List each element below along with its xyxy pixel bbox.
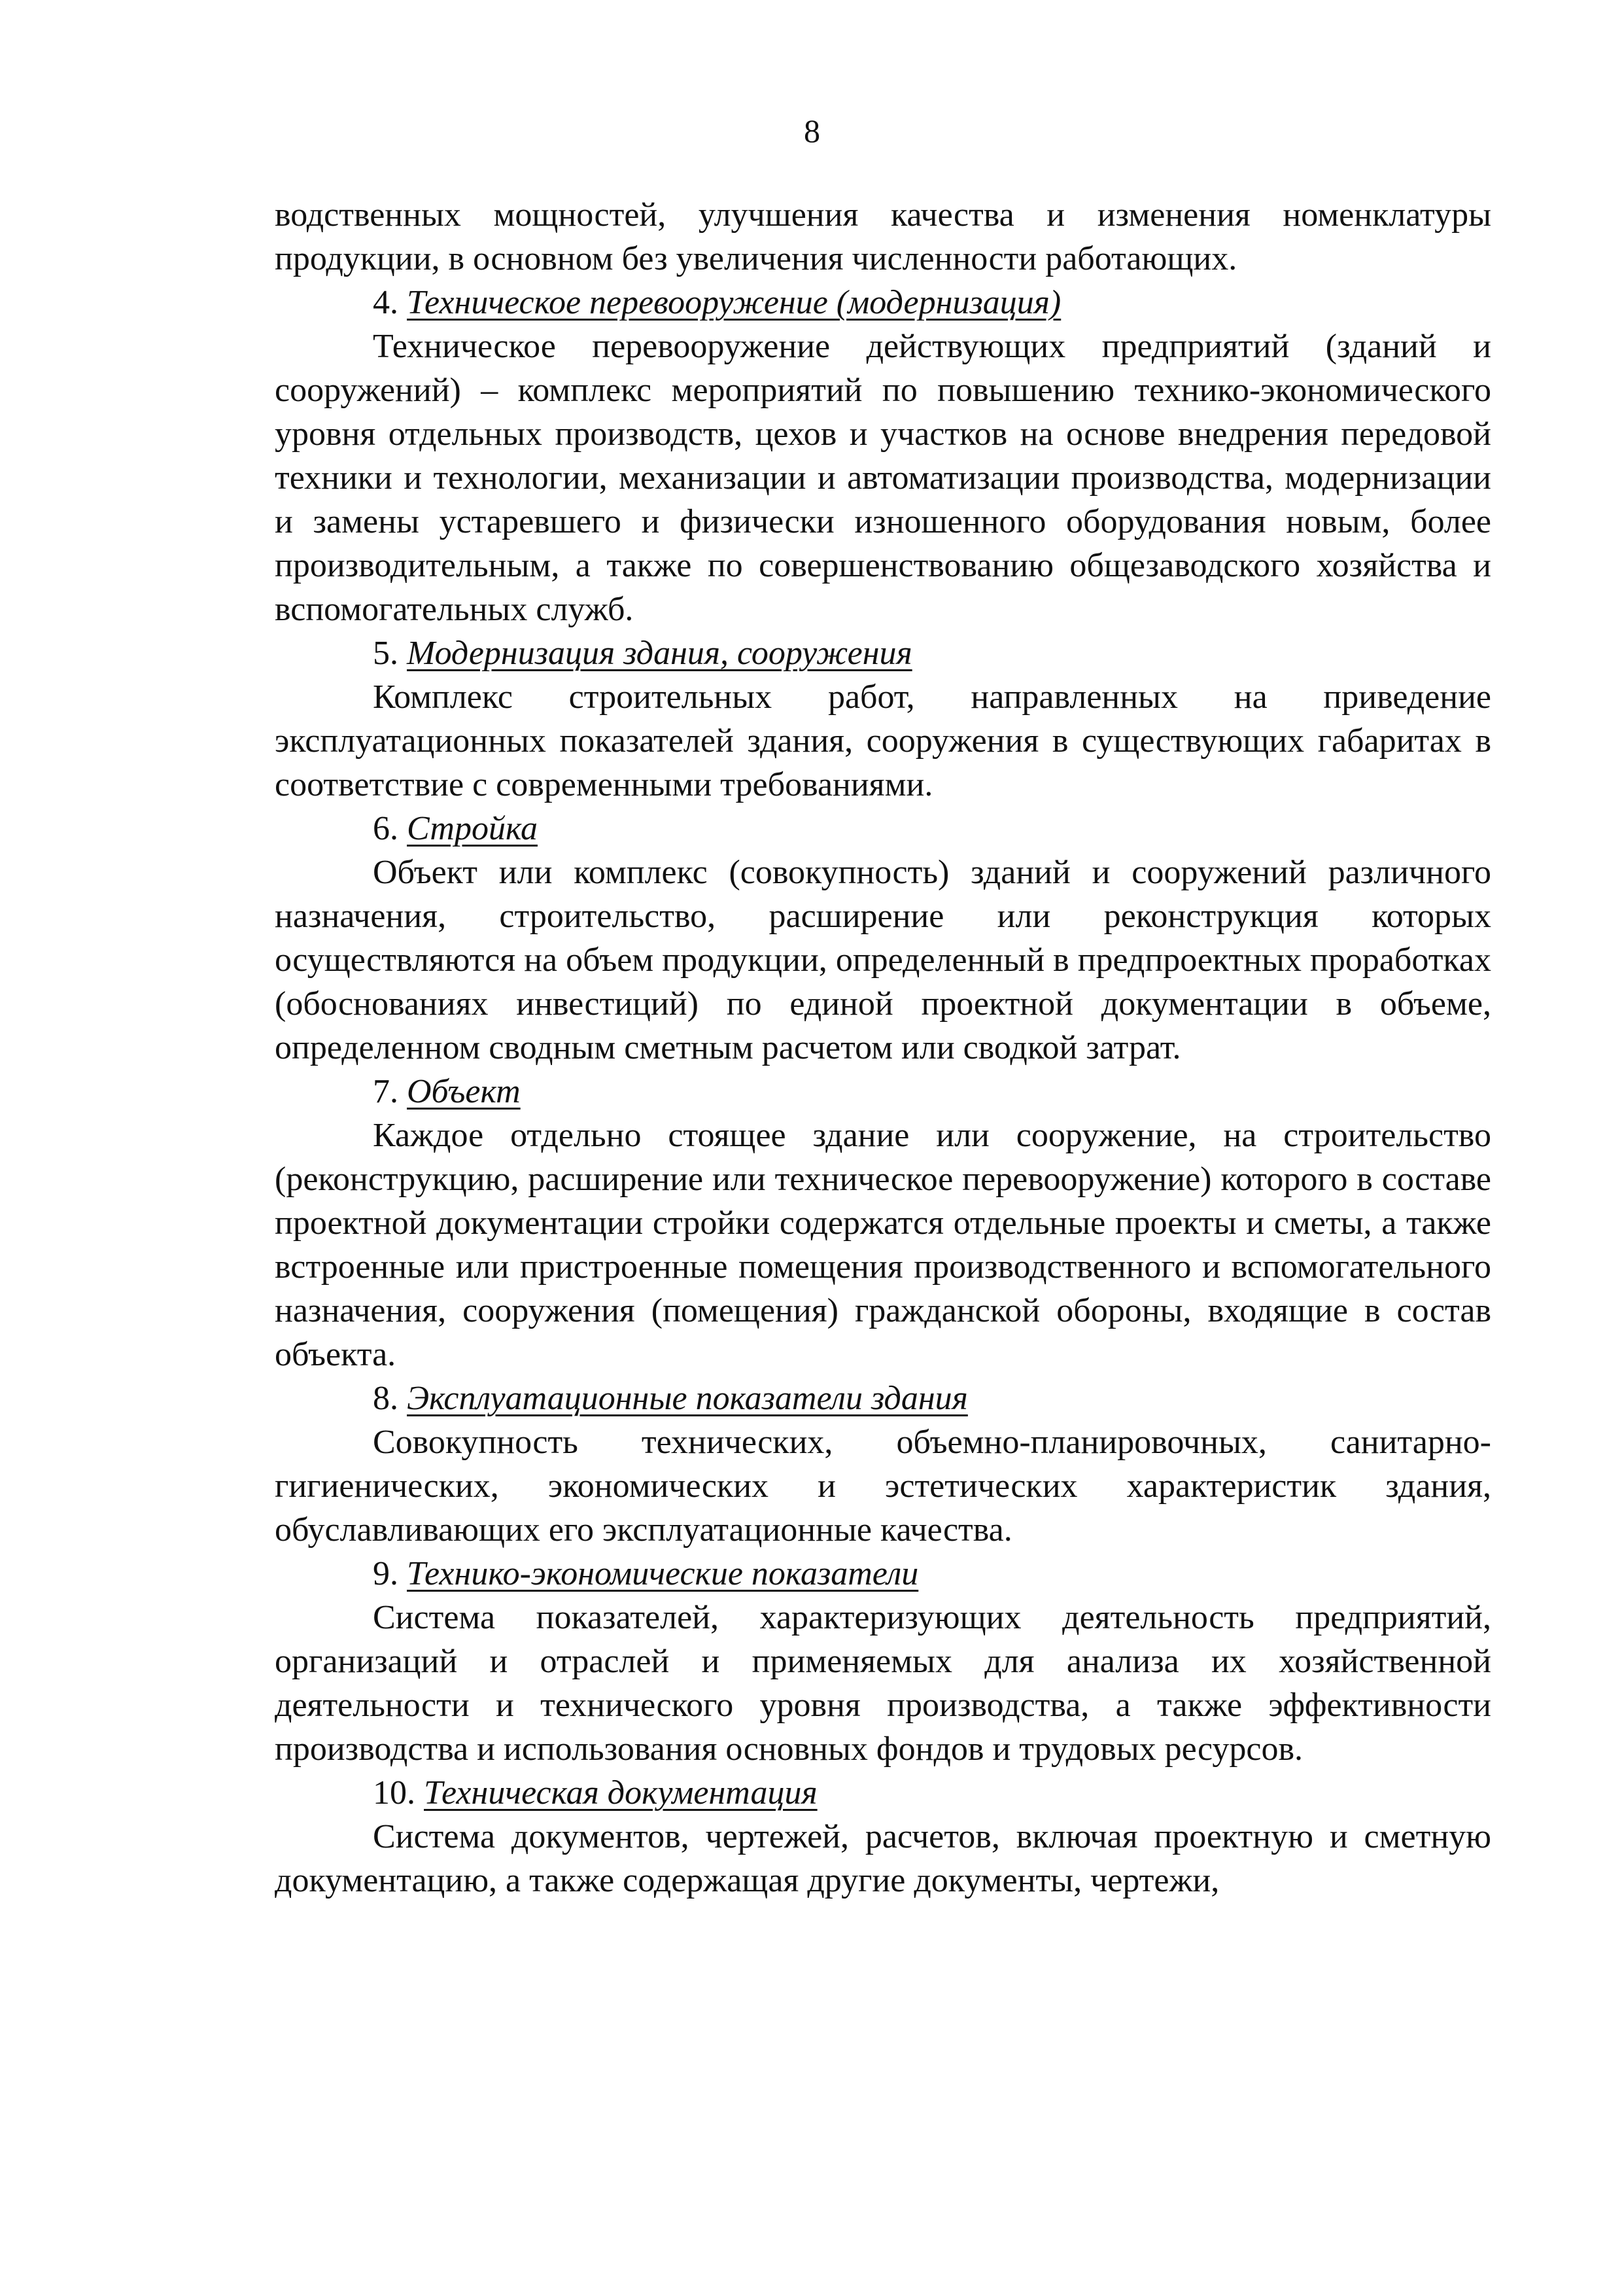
term-title: Эксплуатационные показатели здания — [407, 1380, 968, 1417]
term-title: Техническое перевооружение (модернизация) — [407, 284, 1062, 321]
term-definition: Совокупность технических, объемно-планировочных, санитарно-гигиенических, экономических и эстетических характеристик здания, обуславливающих его эксплуатационные качества. — [275, 1424, 1491, 1549]
term-number: 10. — [373, 1774, 415, 1812]
term-heading — [275, 1376, 1491, 1420]
term-title: Объект — [407, 1073, 521, 1110]
term-heading — [275, 807, 1491, 850]
term-title: Модернизация здания, сооружения — [407, 635, 912, 672]
term-number: 4. — [373, 284, 398, 321]
term-heading — [275, 631, 1491, 675]
term-heading — [275, 281, 1491, 324]
term-definition: Объект или комплекс (совокупность) зданий и сооружений различного назначения, строительство, расширение или реконструкция которых осуществляются на объем продукции, определенный в предпроектных проработках (обоснованиях инвестиций) по единой проектной документации в объеме, определенном сводным сметным расчетом или сводкой затрат. — [275, 854, 1491, 1066]
term-heading — [275, 1070, 1491, 1113]
term-definition: Техническое перевооружение действующих предприятий (зданий и сооружений) – комплекс мероприятий по повышению технико-экономического уровня отдельных производств, цехов и участков на основе внедрения передовой техники и технологии, механизации и автоматизации производства, модернизации и замены устаревшего и физически изношенного оборудования новым, более производительным, а также по совершенствованию общезаводского хозяйства и вспомогательных служб. — [275, 328, 1491, 628]
term-heading — [275, 1552, 1491, 1596]
term-title: Техническая документация — [424, 1774, 818, 1812]
term-definition: Каждое отдельно стоящее здание или сооружение, на строительство (реконструкцию, расширение или техническое перевооружение) которого в составе проектной документации стройки содержатся отдельные проекты и сметы, а также встроенные или пристроенные помещения производственного и вспомогательного назначения, сооружения (помещения) гражданской обороны, входящие в состав объекта. — [275, 1117, 1491, 1373]
term-definition: Система документов, чертежей, расчетов, включая проектную и сметную документацию, а также содержащая другие документы, чертежи, — [275, 1818, 1491, 1899]
page-number: 8 — [804, 113, 820, 149]
continuation-paragraph: водственных мощностей, улучшения качества и изменения номенклатуры продукции, в основном без увеличения численности работающих. — [275, 196, 1491, 277]
document-body — [275, 193, 1491, 1902]
term-title: Стройка — [407, 810, 538, 847]
term-number: 8. — [373, 1380, 398, 1417]
term-number: 9. — [373, 1555, 398, 1592]
term-heading — [275, 1771, 1491, 1815]
term-number: 6. — [373, 810, 398, 847]
term-title: Технико-экономические показатели — [407, 1555, 919, 1592]
term-definition: Система показателей, характеризующих деятельность предприятий, организаций и отраслей и применяемых для анализа их хозяйственной деятельности и технического уровня производства, а также эффективности производства и использования основных фондов и трудовых ресурсов. — [275, 1599, 1491, 1768]
term-number: 5. — [373, 635, 398, 672]
term-definition: Комплекс строительных работ, направленных на приведение эксплуатационных показателей здания, сооружения в существующих габаритах в соответствие с современными требованиями. — [275, 678, 1491, 803]
term-number: 7. — [373, 1073, 398, 1110]
